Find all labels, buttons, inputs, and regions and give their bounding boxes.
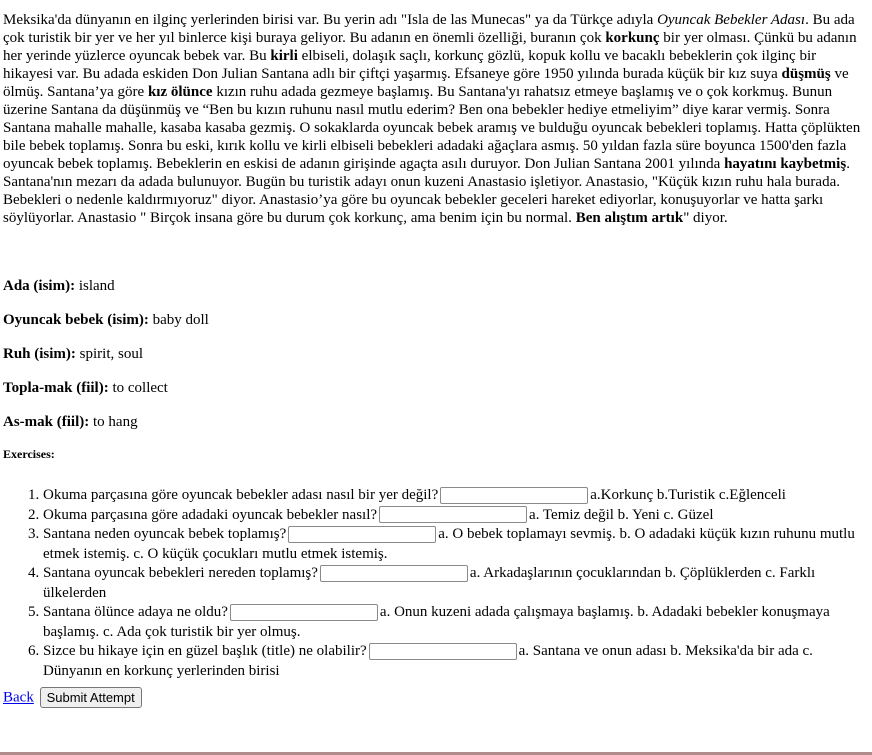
passage-text: " diyor.: [683, 210, 728, 226]
answer-input-1[interactable]: [440, 487, 588, 504]
question-item: [43, 525, 863, 564]
vocab-item: [3, 311, 863, 329]
vocab-meaning: baby doll: [148, 312, 209, 328]
answer-input-3[interactable]: [288, 526, 436, 543]
question-options: a.Korkunç b.Turistik c.Eğlenceli: [590, 487, 786, 503]
passage-bold-word: Ben alıştım artık: [575, 210, 684, 226]
question-text: Santana ölünce adaya ne oldu?: [43, 604, 228, 620]
reading-passage: [3, 11, 863, 227]
vocab-meaning: to collect: [108, 380, 168, 396]
question-item: [43, 506, 863, 526]
vocab-term: Ruh (isim):: [3, 346, 76, 362]
question-text: Santana neden oyuncak bebek toplamış?: [43, 526, 287, 542]
answer-input-2[interactable]: [379, 506, 527, 523]
question-options: a. Temiz değil b. Yeni c. Güzel: [529, 506, 714, 523]
passage-bold-word: kirli: [270, 48, 298, 64]
question-options: a. Onun kuzeni adada çalışmaya başlamış. b. Adadaki bebekler konuşmaya başlamış. c. Ada çok turistik bir yer olmuş.: [43, 604, 830, 640]
vocab-item: [3, 379, 863, 397]
passage-text: Meksika'da dünyanın en ilginç yerlerinden birisi var. Bu yerin adı "Isla de las Munecas" ya da Türkçe adıyla: [3, 12, 658, 28]
question-text: Okuma parçasına göre adadaki oyuncak bebekler nasıl?: [43, 506, 378, 523]
exercise-list: [3, 486, 863, 681]
submit-attempt-button[interactable]: Submit Attempt: [40, 687, 142, 708]
vocab-term: Ada (isim):: [3, 278, 76, 294]
question-text: Okuma parçasına göre oyuncak bebekler adası nasıl bir yer değil?: [43, 487, 439, 503]
passage-bold-word: kız ölünce: [147, 84, 213, 100]
passage-bold-word: hayatını kaybetmiş: [724, 156, 847, 172]
passage-text: elbiseli, dolaşık saçlı, korkunç gözlü, kopuk kollu ve bacaklı bebeklerin çok ilginç bir hikayesi var. Bu adada eskiden Don Julian Santana adlı bir çiftçi yaşarmış. Efsaneye göre 1950 yılında burada küçük bir kız suya: [3, 48, 817, 82]
passage-text: . Santana'nın mezarı da adada bulunuyor. Bugün bu turistik adayı onun kuzeni Anastasio işletiyor. Anastasio, "Küçük kızın ruhu hala burada. Bebekleri o nedenle kaldırmıyoruz" diyor. Anastasio’ya göre bu oyuncak bebekler geceleri hareket ediyorlar, konuşuyorlar ve hatta şarkı söylüyorlar. Anastasio " Birçok insana göre bu durum çok korkunç, ama benim için bu normal.: [3, 156, 850, 226]
vocab-item: [3, 277, 863, 295]
vocab-term: As-mak (fiil):: [3, 414, 90, 430]
vocab-meaning: to hang: [89, 414, 138, 430]
form-actions: [3, 687, 863, 708]
question-text: Sizce bu hikaye için en güzel başlık (title) ne olabilir?: [43, 643, 367, 659]
question-item: [43, 603, 863, 642]
vocab-meaning: spirit, soul: [75, 346, 144, 362]
question-item: [43, 486, 863, 506]
vocab-term: Oyuncak bebek (isim):: [3, 312, 149, 328]
vocab-item: [3, 345, 863, 363]
vocab-meaning: island: [75, 278, 115, 294]
passage-italic-title: Oyuncak Bebekler Adası: [657, 12, 806, 28]
vocab-item: [3, 413, 863, 431]
question-options: a. O bebek toplamayı sevmiş. b. O adadaki küçük kızın ruhunu mutlu etmek istemiş. c. O küçük çocukları mutlu etmek istemiş.: [43, 526, 855, 562]
question-text: Santana oyuncak bebekleri nereden toplamış?: [43, 565, 318, 581]
vocabulary-list: [3, 277, 863, 431]
back-link[interactable]: Back: [3, 689, 34, 706]
passage-bold-word: korkunç: [605, 30, 660, 46]
answer-input-5[interactable]: [230, 604, 378, 621]
exercises-heading: Exercises:: [3, 447, 55, 461]
answer-input-4[interactable]: [320, 565, 468, 582]
answer-input-6[interactable]: [369, 643, 517, 660]
question-options: a. Arkadaşlarının çocuklarından b. Çöplüklerden c. Farklı ülkelerden: [43, 565, 816, 601]
passage-text: . Bu ada çok turistik bir yer ve her yıl binlerce kişi buraya geliyor. Bu adanın en önemli özelliği, buranın çok: [3, 12, 855, 46]
question-item: [43, 642, 863, 681]
passage-bold-word: düşmüş: [781, 66, 831, 82]
passage-text: ve ölmüş. Santana’ya göre: [3, 66, 849, 100]
question-options: a. Santana ve onun adası b. Meksika'da bir ada c. Dünyanın en korkunç yerlerinden birisi: [43, 643, 813, 679]
passage-text: kızın ruhu adada gezmeye başlamış. Bu Santana'yı rahatsız etmeye başlamış ve o çok korkmuş. Bunun üzerine Santana da düşünmüş ve “Ben bu kızın ruhunu nasıl mutlu ederim? Ben ona bebekler hediye etmeliyim” diye karar vermiş. Sonra Santana mahalle mahalle, kasaba kasaba gezmiş. O sokaklarda oyuncak bebek aramış ve bulduğu oyuncak bebekleri toplamış. Hatta çöplükten bile bebek toplamış. Sonra bu eski, kırık kollu ve kirli elbiseli bebekleri adadaki ağaçlara asmış. 50 yıldan fazla süre boyunca 1500'den fazla oyuncak bebek toplamış. Bebeklerin en eskisi de adanın girişinde agaçta asılı duruyor. Don Julian Santana 2001 yılında: [3, 84, 861, 172]
vocab-term: Topla-mak (fiil):: [3, 380, 109, 396]
passage-text: bir yer olması. Çünkü bu adanın her yerinde yüzlerce oyuncak bebek var. Bu: [3, 30, 857, 64]
question-item: [43, 564, 863, 603]
